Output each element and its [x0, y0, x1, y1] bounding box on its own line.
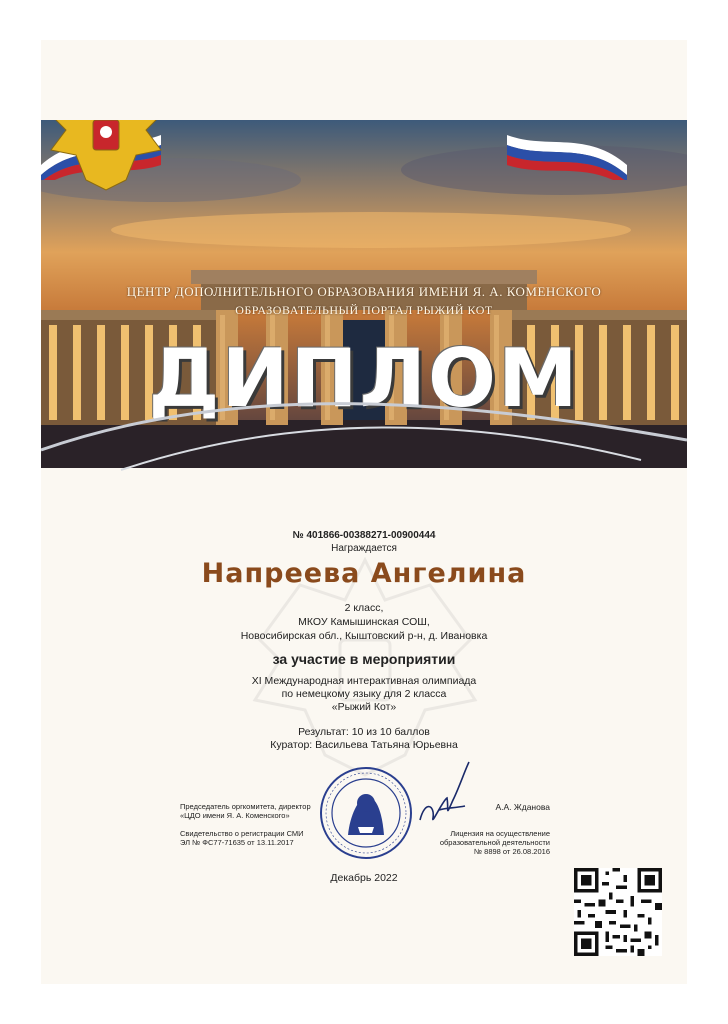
organization-name: ЦЕНТР ДОПОЛНИТЕЛЬНОГО ОБРАЗОВАНИЯ ИМЕНИ Я. А. КОМЕНСКОГО — [126, 284, 602, 299]
license-line1: Лицензия на осуществление — [450, 829, 550, 838]
coat-of-arms-icon — [41, 120, 171, 210]
participation-text: за участие в мероприятии — [272, 651, 456, 667]
diploma-number: № 401866-00388271-00900444 — [292, 530, 436, 541]
flag-ribbon-icon-right — [427, 120, 627, 180]
media-registration-line1: Свидетельство о регистрации СМИ — [180, 829, 304, 838]
chair-title-line2: «ЦДО имени Я. А. Коменского» — [180, 811, 290, 820]
curator-text: Куратор: Васильева Татьяна Юрьевна — [270, 739, 458, 751]
signature-icon — [415, 760, 475, 830]
grade-text: 2 класс, — [344, 602, 384, 614]
media-registration-line2: ЭЛ № ФС77-71635 от 13.11.2017 — [180, 838, 294, 847]
result-text: Результат: 10 из 10 баллов — [298, 726, 430, 738]
signer-name: А.А. Жданова — [495, 802, 550, 812]
license-line2: образовательной деятельности — [439, 838, 550, 847]
event-line-2: по немецкому языку для 2 класса — [281, 688, 447, 700]
recipient-name: Напреева Ангелина — [201, 558, 527, 589]
chair-title-line1: Председатель оргкомитета, директор — [180, 802, 311, 811]
event-line-1: XI Международная интерактивная олимпиада — [251, 675, 477, 687]
page-title: ДИПЛОМ — [148, 332, 580, 425]
event-line-3: «Рыжий Кот» — [331, 701, 397, 713]
stamp-icon — [318, 765, 414, 861]
school-text: МКОУ Камышинская СОШ, — [298, 616, 430, 628]
license-line3: № 8898 от 26.08.2016 — [474, 847, 550, 856]
decorative-swoosh — [41, 340, 687, 480]
issue-date: Декабрь 2022 — [330, 872, 398, 884]
qr-code-icon[interactable] — [574, 868, 662, 956]
portal-name: ОБРАЗОВАТЕЛЬНЫЙ ПОРТАЛ РЫЖИЙ КОТ — [235, 303, 493, 317]
address-text: Новосибирская обл., Кыштовский р-н, д. Ивановка — [240, 630, 488, 642]
awarded-label: Награждается — [331, 543, 397, 554]
